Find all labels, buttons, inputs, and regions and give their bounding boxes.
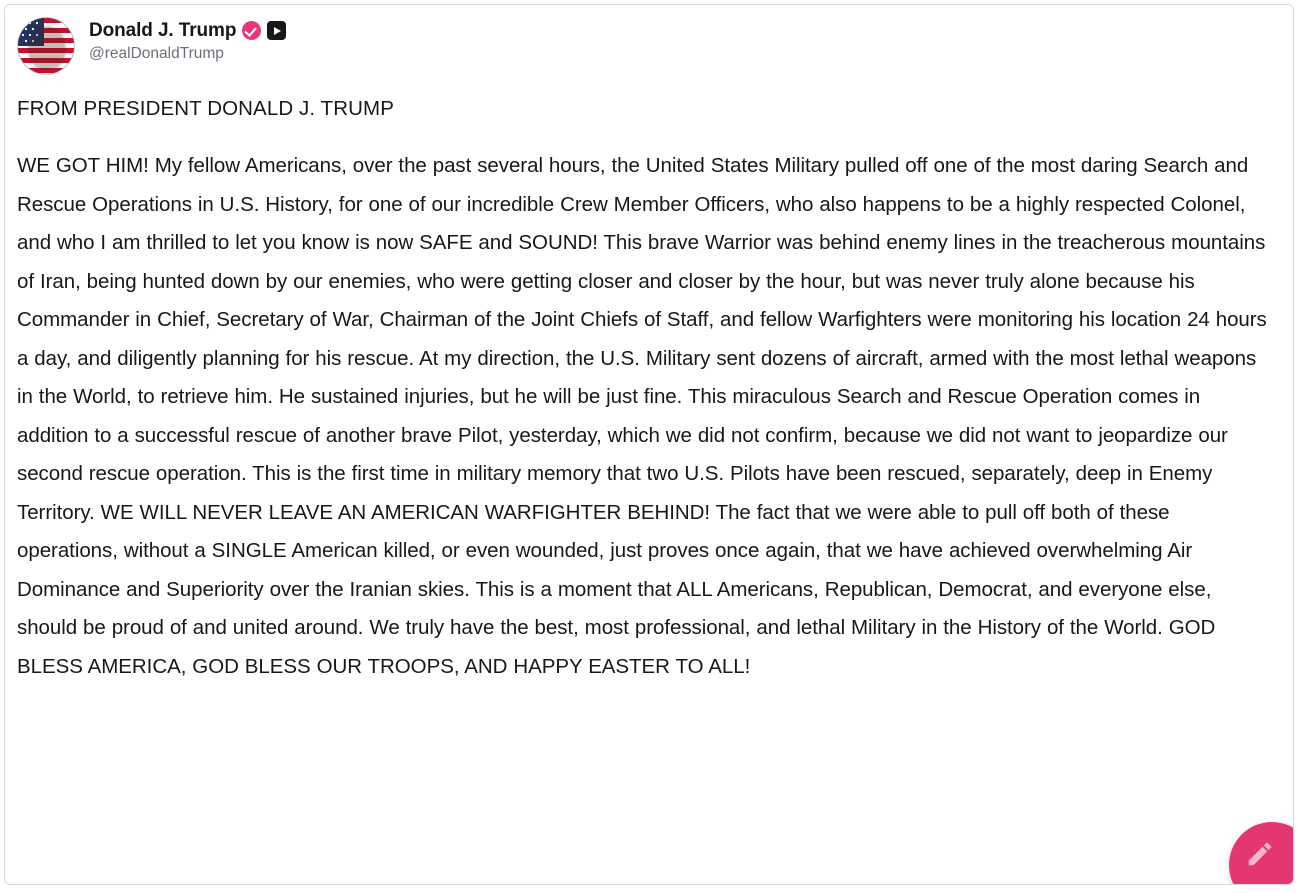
compose-button[interactable] xyxy=(1229,822,1294,885)
post-header xyxy=(5,5,1293,75)
avatar-portrait-shade xyxy=(28,26,66,70)
compose-pencil-icon xyxy=(1245,839,1275,869)
play-badge-icon[interactable] xyxy=(267,21,286,40)
verified-check-icon xyxy=(242,21,261,40)
social-post-card xyxy=(4,4,1294,885)
post-text: WE GOT HIM! My fellow Americans, over the past several hours, the United States Military pulled off one of the most daring Search and Rescue Operations in U.S. History, for one of our incredible Crew Member Officers, who also happens to be a highly respected Colonel, and who I am thrilled to let you know is now SAFE and SOUND! This brave Warrior was behind enemy lines in the treacherous mountains of Iran, being hunted down by our enemies, who were getting closer and closer by the hour, but was never truly alone because his Commander in Chief, Secretary of War, Chairman of the Joint Chiefs of Staff, and fellow Warfighters were monitoring his location 24 hours a day, and diligently planning for his rescue. At my direction, the U.S. Military sent dozens of aircraft, armed with the most lethal weapons in the World, to retrieve him. He sustained injuries, but he will be just fine. This miraculous Search and Rescue Operation comes in addition to a successful rescue of another brave Pilot, yesterday, which we did not confirm, because we did not want to jeopardize our second rescue operation. This is the first time in military memory that two U.S. Pilots have been rescued, separately, deep in Enemy Territory. WE WILL NEVER LEAVE AN AMERICAN WARFIGHTER BEHIND! The fact that we were able to pull off both of these operations, without a SINGLE American killed, or even wounded, just proves once again, that we have achieved overwhelming Air Dominance and Superiority over the Iranian skies. This is a moment that ALL Americans, Republican, Democrat, and everyone else, should be proud of and united around. We truly have the best, most professional, and lethal Military in the History of the World. GOD BLESS AMERICA, GOD BLESS OUR TROOPS, AND HAPPY EASTER TO ALL! xyxy=(17,154,1267,678)
avatar[interactable] xyxy=(17,17,75,75)
author-handle[interactable]: @realDonaldTrump xyxy=(89,44,224,62)
play-triangle-icon xyxy=(274,27,281,35)
author-display-name: Donald J. Trump xyxy=(89,20,237,41)
post-heading: FROM PRESIDENT DONALD J. TRUMP xyxy=(17,97,394,120)
post-body xyxy=(5,75,1293,686)
author-identity xyxy=(89,17,286,63)
author-name-row xyxy=(89,20,286,42)
